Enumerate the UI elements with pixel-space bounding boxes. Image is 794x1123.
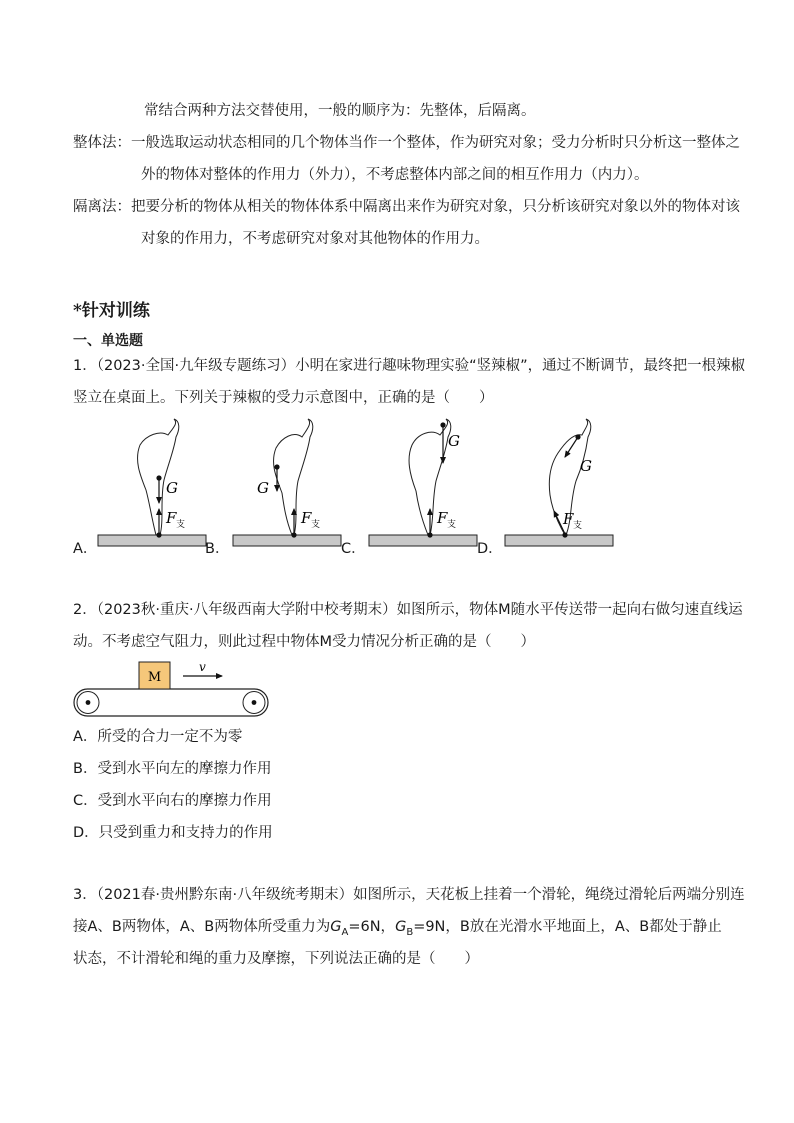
label-f: F: [563, 510, 574, 528]
table-surface: [369, 535, 477, 546]
center-dot: [575, 434, 580, 439]
q3-line-3: 状态，不计滑轮和绳的重力及摩擦，下列说法正确的是（ ）: [73, 951, 479, 967]
intro-line-1: 常结合两种方法交替使用，一般的顺序为：先整体，后隔离。: [144, 103, 536, 119]
velocity-label: v: [199, 660, 206, 674]
label-f: F: [166, 509, 177, 527]
center-dot: [440, 422, 445, 427]
q2-choice-a[interactable]: A．所受的合力一定不为零: [73, 729, 243, 745]
contact-dot: [291, 532, 296, 537]
q1-line-1: 1．（2023·全国·九年级专题练习）小明在家进行趣味物理实验“竖辣椒”，通过不断调节，最终把一根辣椒: [73, 358, 746, 374]
q2-line-1: 2．（2023秋·重庆·八年级西南大学附中校考期末）如图所示，物体M随水平传送带一起向右做匀速直线运: [73, 602, 743, 618]
q1-line-2: 竖立在桌面上。下列关于辣椒的受力示意图中，正确的是（ ）: [73, 390, 494, 406]
right-roller-axle: [252, 700, 257, 705]
label-g: G: [448, 432, 460, 450]
subsection-title: 一、单选题: [73, 333, 143, 349]
ga-value: =6N，: [348, 919, 396, 935]
label-g: G: [166, 479, 178, 497]
geli-line-1: 隔离法：把要分析的物体从相关的物体体系中隔离出来作为研究对象，只分析该研究对象以外的物体对该: [73, 199, 740, 215]
ga-symbol: G: [330, 919, 342, 935]
q3-line-1: 3．（2021春·贵州黔东南·八年级统考期末）如图所示，天花板上挂着一个滑轮，绳绕过滑轮后两端分别连: [73, 887, 745, 903]
q3-line-2-text: 接A、B两物体，A、B两物体所受重力为: [73, 919, 331, 935]
q1-figure-c: [369, 419, 477, 546]
gb-subscript: B: [406, 926, 414, 938]
label-g: G: [257, 479, 269, 497]
q2-figure: [70, 658, 280, 722]
table-surface: [98, 535, 206, 546]
q1-option-d[interactable]: D．: [477, 541, 503, 557]
ga-subscript: A: [341, 926, 349, 938]
center-dot: [274, 464, 279, 469]
q1-figure-a: [98, 419, 206, 546]
q2-line-2: 动。不考虑空气阻力，则此过程中物体M受力情况分析正确的是（ ）: [73, 634, 536, 650]
table-surface: [233, 535, 341, 546]
label-f-sub: 支: [447, 520, 457, 530]
q1-option-a[interactable]: A．: [73, 541, 98, 557]
geli-line-2: 对象的作用力，不考虑研究对象对其他物体的作用力。: [141, 231, 489, 247]
contact-dot: [427, 532, 432, 537]
center-dot: [156, 475, 161, 480]
label-f-sub: 支: [311, 520, 321, 530]
label-f: F: [437, 509, 448, 527]
contact-dot: [562, 532, 567, 537]
gb-value: =9N，B放在光滑水平地面上，A、B都处于静止: [413, 919, 722, 935]
zhengti-line-2: 外的物体对整体的作用力（外力），不考虑整体内部之间的相互作用力（内力）。: [141, 167, 649, 183]
label-f-sub: 支: [573, 521, 583, 531]
zhengti-line-1: 整体法：一般选取运动状态相同的几个物体当作一个整体，作为研究对象；受力分析时只分析这一整体之: [73, 135, 740, 151]
section-title: *针对训练: [73, 301, 150, 321]
left-roller-axle: [86, 700, 91, 705]
q2-choice-b[interactable]: B．受到水平向左的摩擦力作用: [73, 761, 272, 777]
block-m-label: M: [147, 670, 162, 685]
q3-line-2: [73, 917, 722, 943]
q2-choice-d[interactable]: D．只受到重力和支持力的作用: [73, 825, 273, 841]
label-g: G: [580, 457, 592, 475]
contact-dot: [156, 532, 161, 537]
q1-option-c[interactable]: C．: [341, 541, 366, 557]
label-f-sub: 支: [176, 520, 186, 530]
q1-option-b[interactable]: B．: [205, 541, 230, 557]
table-surface: [505, 535, 613, 546]
q2-choice-c[interactable]: C．受到水平向右的摩擦力作用: [73, 793, 272, 809]
gb-symbol: G: [395, 919, 407, 935]
q1-figure-d: [505, 419, 613, 546]
label-f: F: [301, 509, 312, 527]
q1-figure-b: [233, 419, 341, 546]
conveyor-belt: [74, 689, 268, 716]
